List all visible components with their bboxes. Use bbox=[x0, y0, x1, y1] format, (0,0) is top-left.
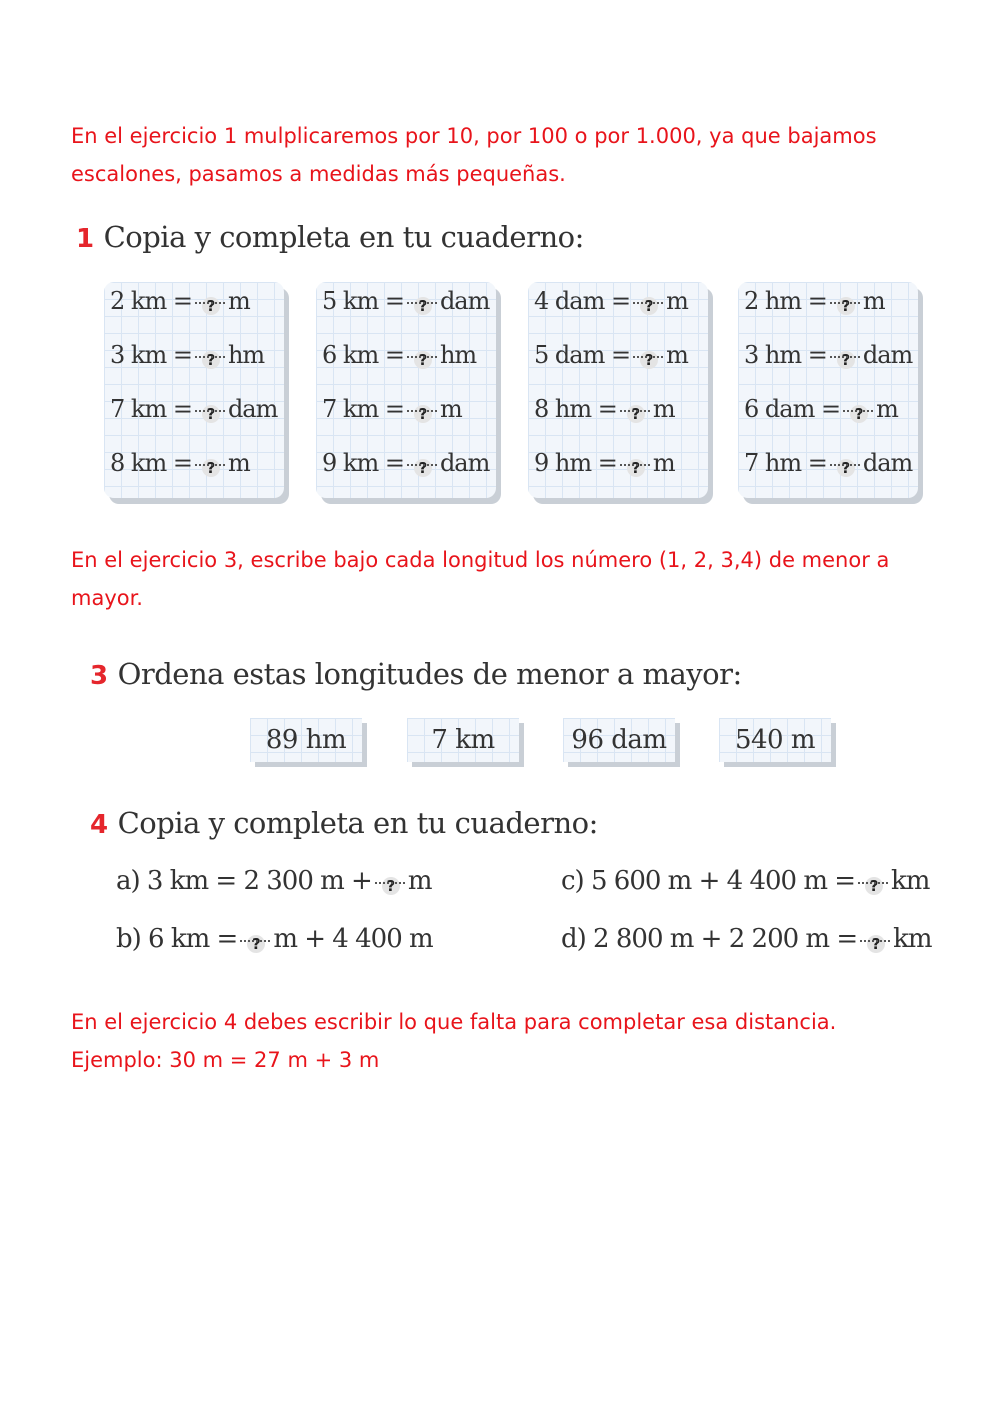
length-card[interactable]: 540 m bbox=[719, 718, 831, 762]
exercise-4-note bbox=[71, 1003, 931, 1079]
exercise-4-title: Copia y completa en tu cuaderno: bbox=[117, 806, 598, 840]
question-mark-icon: ? bbox=[865, 877, 883, 895]
question-mark-icon: ? bbox=[202, 351, 220, 369]
conversion-row: 7 hm = ? dam bbox=[744, 449, 913, 477]
conversion-row: 9 km = ? dam bbox=[322, 449, 490, 477]
conversion-row: 7 km = ? dam bbox=[110, 395, 278, 423]
conversion-row: 3 hm = ? dam bbox=[744, 341, 913, 369]
conversion-row: 8 hm = ? m bbox=[534, 395, 675, 423]
exercise-3-heading bbox=[90, 657, 742, 691]
conversion-row: 2 km = ? m bbox=[110, 287, 250, 315]
question-mark-icon: ? bbox=[414, 405, 432, 423]
question-mark-icon: ? bbox=[837, 297, 855, 315]
conversion-box-1 bbox=[104, 282, 284, 498]
conversion-box-4 bbox=[738, 282, 918, 498]
question-mark-icon: ? bbox=[414, 351, 432, 369]
length-card[interactable]: 89 hm bbox=[250, 718, 362, 762]
question-mark-icon: ? bbox=[202, 459, 220, 477]
question-mark-icon: ? bbox=[247, 935, 265, 953]
intro-note: En el ejercicio 1 mulplicaremos por 10, por 100 o por 1.000, ya que bajamos escalones, pasamos a medidas más pequeñas. bbox=[71, 124, 877, 186]
exercise-3-title: Ordena estas longitudes de menor a mayor: bbox=[117, 657, 742, 691]
conversion-box-3 bbox=[528, 282, 708, 498]
exercise-4-heading bbox=[90, 806, 598, 840]
question-mark-icon: ? bbox=[202, 405, 220, 423]
conversion-row: 9 hm = ? m bbox=[534, 449, 675, 477]
conversion-row: 8 km = ? m bbox=[110, 449, 250, 477]
conversion-box-2 bbox=[316, 282, 496, 498]
exercise-4-example: Ejemplo: 30 m = 27 m + 3 m bbox=[71, 1048, 380, 1072]
conversion-row: 4 dam = ? m bbox=[534, 287, 688, 315]
exercise-3-note: En el ejercicio 3, escribe bajo cada longitud los número (1, 2, 3,4) de menor a mayor. bbox=[71, 548, 890, 610]
conversion-row: 7 km = ? m bbox=[322, 395, 462, 423]
conversion-row: 6 dam = ? m bbox=[744, 395, 898, 423]
question-mark-icon: ? bbox=[627, 405, 645, 423]
question-mark-icon: ? bbox=[202, 297, 220, 315]
question-mark-icon: ? bbox=[837, 351, 855, 369]
exercise-1-heading bbox=[76, 220, 584, 254]
question-mark-icon: ? bbox=[414, 459, 432, 477]
exercise-1-number: 1 bbox=[76, 224, 94, 254]
length-card[interactable]: 7 km bbox=[407, 718, 519, 762]
question-mark-icon: ? bbox=[640, 297, 658, 315]
exercise-1-title: Copia y completa en tu cuaderno: bbox=[103, 220, 584, 254]
exercise-3-number: 3 bbox=[90, 661, 108, 691]
exercise-4-item-d: d) 2 800 m + 2 200 m = ? km bbox=[561, 924, 932, 954]
conversion-row: 3 km = ? hm bbox=[110, 341, 265, 369]
question-mark-icon: ? bbox=[414, 297, 432, 315]
exercise-4-item-b: b) 6 km = ? m + 4 400 m bbox=[116, 924, 433, 954]
conversion-row: 6 km = ? hm bbox=[322, 341, 477, 369]
conversion-row: 5 dam = ? m bbox=[534, 341, 688, 369]
exercise-4-note-line-1: En el ejercicio 4 debes escribir lo que falta para completar esa distancia. bbox=[71, 1010, 837, 1034]
exercise-4-number: 4 bbox=[90, 810, 108, 840]
conversion-row: 2 hm = ? m bbox=[744, 287, 885, 315]
question-mark-icon: ? bbox=[867, 935, 885, 953]
conversion-row: 5 km = ? dam bbox=[322, 287, 490, 315]
question-mark-icon: ? bbox=[640, 351, 658, 369]
question-mark-icon: ? bbox=[837, 459, 855, 477]
exercise-4-item-a: a) 3 km = 2 300 m + ? m bbox=[116, 866, 432, 896]
question-mark-icon: ? bbox=[627, 459, 645, 477]
length-card[interactable]: 96 dam bbox=[563, 718, 675, 762]
exercise-4-item-c: c) 5 600 m + 4 400 m = ? km bbox=[561, 866, 930, 896]
question-mark-icon: ? bbox=[850, 405, 868, 423]
question-mark-icon: ? bbox=[382, 877, 400, 895]
